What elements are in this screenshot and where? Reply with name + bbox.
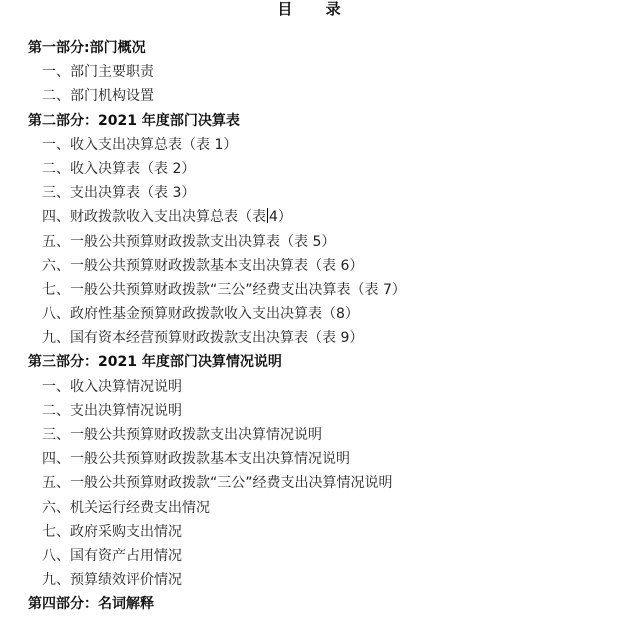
toc-entry: 六、一般公共预算财政拨款基本支出决算表（表 6） [42, 257, 364, 274]
toc-entry: 六、机关运行经费支出情况 [42, 499, 210, 516]
toc-list [0, 36, 624, 617]
text-caret [267, 208, 268, 223]
toc-entry: 一、收入决算情况说明 [42, 378, 182, 395]
toc-entry: 九、国有资本经营预算财政拨款支出决算表（表 9） [42, 330, 364, 347]
toc-entry: 七、一般公共预算财政拨款“三公”经费支出决算表（表 7） [42, 281, 406, 298]
toc-entry: 七、政府采购支出情况 [42, 523, 182, 540]
toc-part-heading: 第二部分：2021 年度部门决算表 [28, 112, 240, 129]
toc-entry: 九、预算绩效评价情况 [42, 572, 182, 589]
toc-entry: 四、一般公共预算财政拨款基本支出决算情况说明 [42, 451, 350, 468]
toc-entry: 八、国有资产占用情况 [42, 547, 182, 564]
toc-entry: 八、政府性基金预算财政拨款收入支出决算表（8） [42, 306, 359, 323]
toc-entry: 三、支出决算表（表 3） [42, 185, 196, 202]
toc-part-heading: 第三部分：2021 年度部门决算情况说明 [28, 354, 282, 371]
toc-entry: 二、收入决算表（表 2） [42, 160, 196, 177]
toc-title: 目 录 [277, 0, 355, 18]
toc-entry: 一、部门主要职责 [42, 64, 154, 81]
toc-entry: 三、一般公共预算财政拨款支出决算情况说明 [42, 427, 322, 443]
toc-entry: 二、部门机构设置 [42, 88, 154, 105]
toc-part-heading: 第一部分:部门概况 [28, 40, 146, 56]
toc-entry: 二、支出决算情况说明 [42, 402, 182, 419]
toc-entry: 一、收入支出决算总表（表 1） [42, 136, 238, 153]
toc-entry: 四、财政拨款收入支出决算总表（表 4） [42, 209, 292, 226]
toc-entry: 五、一般公共预算财政拨款“三公”经费支出决算情况说明 [42, 475, 393, 492]
toc-part-heading: 第四部分：名词解释 [28, 596, 154, 613]
toc-entry: 五、一般公共预算财政拨款支出决算表（表 5） [42, 233, 336, 250]
